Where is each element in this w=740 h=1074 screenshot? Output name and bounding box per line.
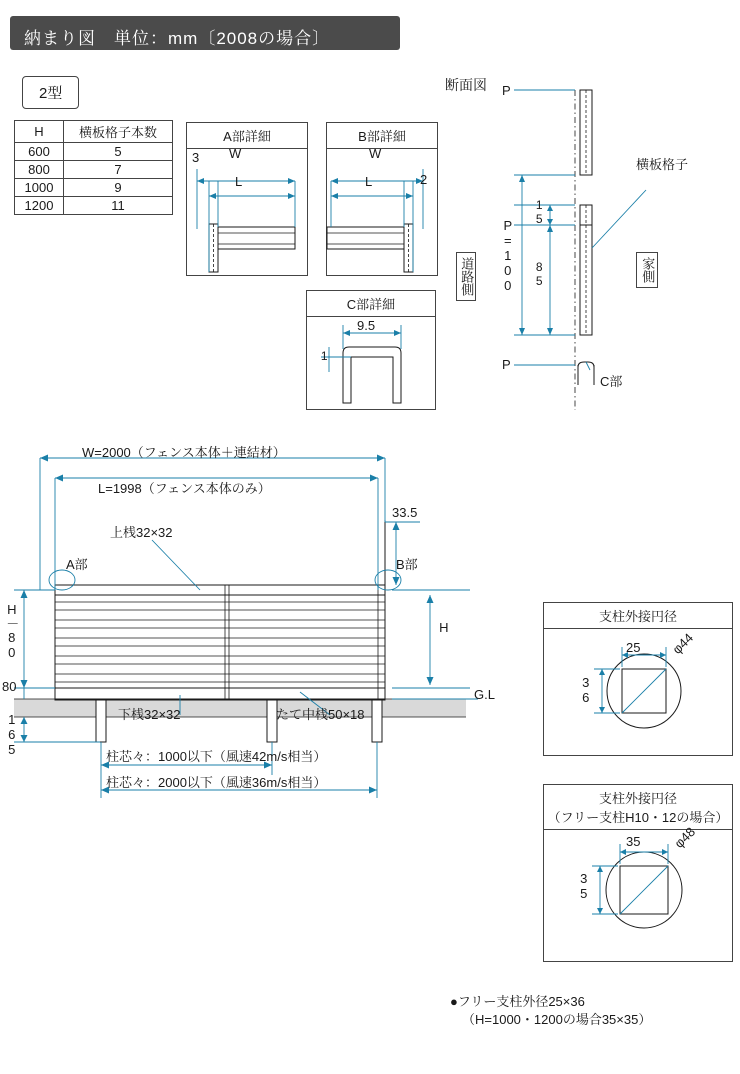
detail-b-dim-w: W (369, 146, 382, 161)
footnote (450, 995, 651, 1028)
detail-c-dim-top: 9.5 (357, 318, 376, 333)
spec-table (14, 120, 173, 215)
elevation-b-part: B部 (396, 557, 418, 572)
elevation-mid-post: たて中桟50×18 (276, 707, 365, 722)
elevation-upper-rail: 上桟32×32 (110, 525, 173, 540)
post-circle-box-1 (543, 602, 733, 756)
detail-c-dim-left: 1 (317, 349, 332, 363)
section-view (440, 70, 740, 420)
elevation-dim-165: 165 (4, 712, 20, 757)
elevation-note-1: 柱芯々：1000以下（風速42m/s相当） (106, 749, 327, 764)
elevation-l-dim: L=1998（フェンス本体のみ） (98, 481, 271, 496)
elevation-lower-rail: 下桟32×32 (118, 707, 181, 722)
elevation-note-2: 柱芯々：2000以下（風速36m/s相当） (106, 775, 327, 790)
elevation-dim-80: 80 (2, 679, 17, 694)
section-callout-lattice: 横板格子 (636, 157, 689, 172)
detail-b-box (326, 122, 438, 276)
type-badge (22, 76, 79, 109)
spec-cell-0-0: 600 (15, 143, 64, 161)
spec-cell-3-0: 1200 (15, 197, 64, 215)
elevation-a-part: A部 (66, 557, 88, 572)
post-circle-box-2 (543, 784, 733, 962)
detail-b-drawing (327, 146, 435, 274)
spec-table-header-1: 横板格子本数 (64, 121, 173, 143)
footnote-line-2: （H=1000・1200の場合35×35） (462, 1012, 652, 1028)
detail-a-dim-left: 3 (192, 150, 200, 165)
section-p-bottom: P (502, 357, 511, 372)
page-title: 納まり図 単位：mm〔2008の場合〕 (24, 29, 331, 48)
detail-b-dim-right: 2 (420, 172, 428, 187)
detail-b-title: B部詳細 (327, 123, 437, 149)
elevation-view (0, 430, 520, 830)
spec-cell-1-0: 800 (15, 161, 64, 179)
post-circle-2-phi: φ48 (671, 824, 699, 851)
section-road-side: 道路側 (456, 252, 476, 301)
elevation-w-dim: W=2000（フェンス本体＋連結材） (82, 445, 286, 460)
spec-cell-0-1: 5 (64, 143, 173, 161)
post-circle-2-dim-35-left: 35 (576, 871, 592, 901)
footnote-line-1: ●フリー支柱外径25×36 (450, 994, 585, 1009)
detail-a-title: A部詳細 (187, 123, 307, 149)
section-c-part: C部 (600, 374, 623, 389)
elevation-h-label: H (436, 620, 452, 635)
spec-cell-1-1: 7 (64, 161, 173, 179)
detail-a-box (186, 122, 308, 276)
elevation-h-minus-80: H－80 (4, 602, 20, 660)
elevation-dim-335: 33.5 (392, 505, 418, 520)
post-circle-2-title: 支柱外接円径 (598, 791, 677, 806)
table-row (15, 143, 173, 161)
post-circle-2-dim-35-top: 35 (626, 834, 641, 849)
elevation-gl: G.L (474, 687, 495, 702)
section-p-total: P=100 (500, 218, 516, 293)
section-dim-85: 85 (532, 260, 547, 288)
post-circle-1-title: 支柱外接円径 (544, 603, 732, 629)
detail-a-dim-w: W (229, 146, 242, 161)
section-p-top: P (502, 83, 511, 98)
post-circle-1-dim-25: 25 (626, 640, 641, 655)
spec-cell-2-0: 1000 (15, 179, 64, 197)
detail-a-dim-l: L (235, 174, 243, 189)
header-bar (10, 16, 400, 50)
detail-c-title: C部詳細 (307, 291, 435, 317)
post-circle-1-phi: φ44 (669, 630, 697, 657)
table-row (15, 161, 173, 179)
spec-cell-3-1: 11 (64, 197, 173, 215)
detail-c-box (306, 290, 436, 410)
detail-a-drawing (187, 146, 305, 274)
detail-b-dim-l: L (365, 174, 373, 189)
spec-cell-2-1: 9 (64, 179, 173, 197)
table-row (15, 179, 173, 197)
section-house-side: 家側 (636, 252, 658, 288)
table-row (15, 197, 173, 215)
section-drawing (440, 70, 740, 420)
section-title: 断面図 (445, 77, 487, 93)
post-circle-2-subtitle: （フリー支柱H10・12の場合） (544, 807, 732, 830)
spec-table-header-0: H (15, 121, 64, 143)
section-dim-15: 15 (532, 198, 547, 226)
type-badge-label: 2型 (22, 76, 79, 109)
post-circle-1-dim-36: 36 (578, 675, 594, 705)
